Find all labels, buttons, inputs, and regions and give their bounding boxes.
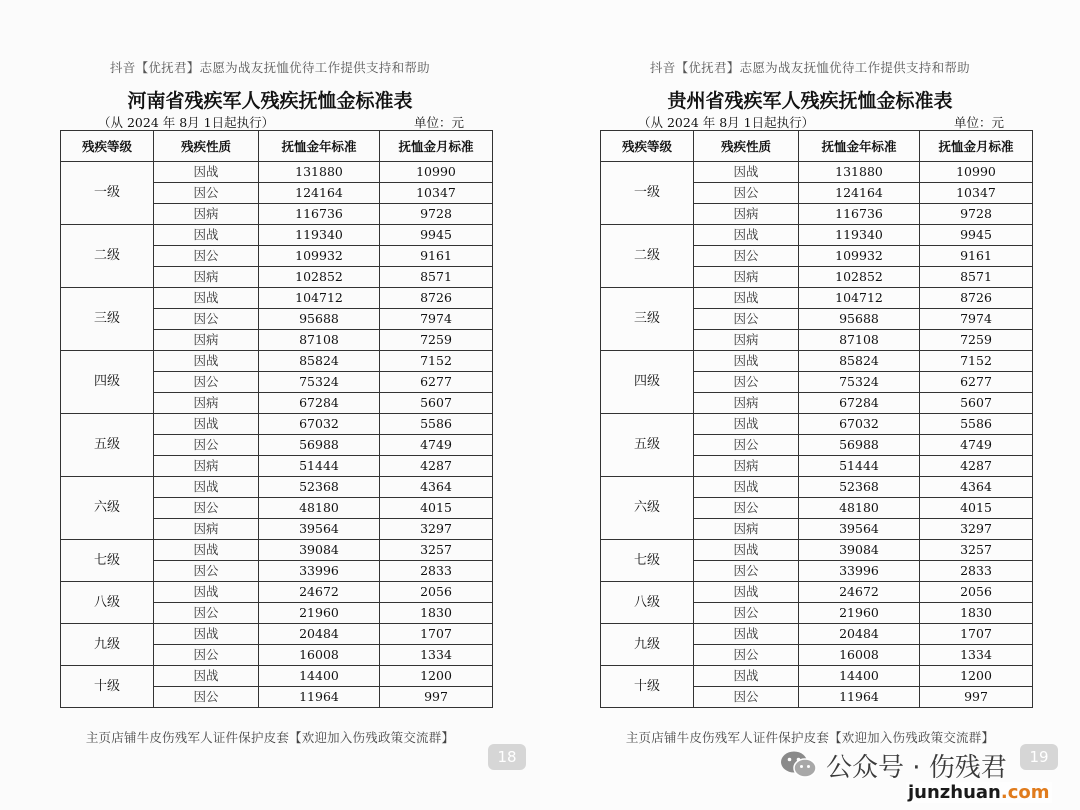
nature-cell: 因战 xyxy=(154,162,259,183)
monthly-cell: 9161 xyxy=(920,246,1033,267)
monthly-cell: 4287 xyxy=(920,456,1033,477)
annual-cell: 39564 xyxy=(259,519,380,540)
annual-cell: 95688 xyxy=(259,309,380,330)
nature-cell: 因战 xyxy=(694,624,799,645)
monthly-cell: 2056 xyxy=(380,582,493,603)
grade-cell: 六级 xyxy=(601,477,694,540)
nature-cell: 因公 xyxy=(154,687,259,708)
monthly-cell: 4749 xyxy=(380,435,493,456)
nature-cell: 因病 xyxy=(694,393,799,414)
annual-cell: 119340 xyxy=(259,225,380,246)
column-header: 残疾性质 xyxy=(154,131,259,162)
nature-cell: 因公 xyxy=(694,183,799,204)
annual-cell: 33996 xyxy=(259,561,380,582)
monthly-cell: 997 xyxy=(920,687,1033,708)
monthly-cell: 7152 xyxy=(920,351,1033,372)
table-row xyxy=(61,582,493,603)
column-header: 抚恤金年标准 xyxy=(259,131,380,162)
nature-cell: 因病 xyxy=(154,267,259,288)
nature-cell: 因公 xyxy=(154,309,259,330)
nature-cell: 因公 xyxy=(694,687,799,708)
grade-cell: 四级 xyxy=(61,351,154,414)
monthly-cell: 1334 xyxy=(380,645,493,666)
nature-cell: 因战 xyxy=(694,414,799,435)
monthly-cell: 4287 xyxy=(380,456,493,477)
monthly-cell: 1707 xyxy=(380,624,493,645)
annual-cell: 67032 xyxy=(799,414,920,435)
table-row xyxy=(601,477,1033,498)
annual-cell: 14400 xyxy=(799,666,920,687)
watermark xyxy=(780,748,1007,782)
monthly-cell: 7259 xyxy=(920,330,1033,351)
table-row xyxy=(601,351,1033,372)
monthly-cell: 7974 xyxy=(380,309,493,330)
nature-cell: 因公 xyxy=(694,309,799,330)
monthly-cell: 1707 xyxy=(920,624,1033,645)
annual-cell: 95688 xyxy=(799,309,920,330)
monthly-cell: 3297 xyxy=(380,519,493,540)
pension-table xyxy=(600,130,1033,708)
monthly-cell: 10347 xyxy=(920,183,1033,204)
nature-cell: 因公 xyxy=(154,561,259,582)
nature-cell: 因公 xyxy=(694,498,799,519)
nature-cell: 因战 xyxy=(154,624,259,645)
grade-cell: 七级 xyxy=(601,540,694,582)
annual-cell: 51444 xyxy=(259,456,380,477)
monthly-cell: 7152 xyxy=(380,351,493,372)
nature-cell: 因战 xyxy=(694,162,799,183)
annual-cell: 124164 xyxy=(259,183,380,204)
monthly-cell: 3257 xyxy=(380,540,493,561)
grade-cell: 一级 xyxy=(601,162,694,225)
monthly-cell: 9161 xyxy=(380,246,493,267)
grade-cell: 三级 xyxy=(61,288,154,351)
watermark-url xyxy=(906,782,1052,803)
monthly-cell: 1830 xyxy=(380,603,493,624)
annual-cell: 85824 xyxy=(799,351,920,372)
pension-table xyxy=(60,130,493,708)
url-name: junzhuan xyxy=(908,782,1001,803)
annual-cell: 67284 xyxy=(259,393,380,414)
subline xyxy=(638,113,1010,129)
watermark-text: 公众号 · 伤残君 xyxy=(826,752,1007,783)
monthly-cell: 7974 xyxy=(920,309,1033,330)
page-number: 19 xyxy=(1020,744,1058,770)
grade-cell: 八级 xyxy=(601,582,694,624)
table-row xyxy=(61,351,493,372)
grade-cell: 六级 xyxy=(61,477,154,540)
grade-cell: 九级 xyxy=(601,624,694,666)
grade-cell: 四级 xyxy=(601,351,694,414)
nature-cell: 因战 xyxy=(694,288,799,309)
table-title: 贵州省残疾军人残疾抚恤金标准表 xyxy=(667,90,953,112)
table-title: 河南省残疾军人残疾抚恤金标准表 xyxy=(127,90,413,112)
nature-cell: 因病 xyxy=(694,456,799,477)
monthly-cell: 1200 xyxy=(920,666,1033,687)
annual-cell: 119340 xyxy=(799,225,920,246)
monthly-cell: 8571 xyxy=(920,267,1033,288)
annual-cell: 124164 xyxy=(799,183,920,204)
nature-cell: 因战 xyxy=(694,477,799,498)
table-row xyxy=(601,582,1033,603)
annual-cell: 56988 xyxy=(259,435,380,456)
annual-cell: 102852 xyxy=(799,267,920,288)
annual-cell: 67032 xyxy=(259,414,380,435)
annual-cell: 21960 xyxy=(259,603,380,624)
column-header: 抚恤金月标准 xyxy=(920,131,1033,162)
monthly-cell: 8571 xyxy=(380,267,493,288)
annual-cell: 20484 xyxy=(259,624,380,645)
table-row xyxy=(61,414,493,435)
nature-cell: 因公 xyxy=(694,435,799,456)
annual-cell: 39084 xyxy=(259,540,380,561)
annual-cell: 20484 xyxy=(799,624,920,645)
annual-cell: 87108 xyxy=(259,330,380,351)
column-header: 残疾等级 xyxy=(601,131,694,162)
monthly-cell: 1830 xyxy=(920,603,1033,624)
annual-cell: 104712 xyxy=(259,288,380,309)
annual-cell: 104712 xyxy=(799,288,920,309)
monthly-cell: 3297 xyxy=(920,519,1033,540)
table-header-row xyxy=(601,131,1033,162)
table-row xyxy=(61,624,493,645)
annual-cell: 85824 xyxy=(259,351,380,372)
monthly-cell: 4015 xyxy=(380,498,493,519)
annual-cell: 131880 xyxy=(259,162,380,183)
column-header: 抚恤金月标准 xyxy=(380,131,493,162)
nature-cell: 因公 xyxy=(154,498,259,519)
nature-cell: 因战 xyxy=(694,351,799,372)
nature-cell: 因病 xyxy=(154,393,259,414)
monthly-cell: 9728 xyxy=(920,204,1033,225)
annual-cell: 67284 xyxy=(799,393,920,414)
monthly-cell: 10990 xyxy=(920,162,1033,183)
nature-cell: 因病 xyxy=(154,330,259,351)
annual-cell: 75324 xyxy=(259,372,380,393)
right-page xyxy=(540,0,1080,810)
grade-cell: 三级 xyxy=(601,288,694,351)
nature-cell: 因病 xyxy=(694,204,799,225)
monthly-cell: 5586 xyxy=(920,414,1033,435)
nature-cell: 因公 xyxy=(154,246,259,267)
nature-cell: 因公 xyxy=(694,561,799,582)
annual-cell: 11964 xyxy=(259,687,380,708)
grade-cell: 九级 xyxy=(61,624,154,666)
nature-cell: 因战 xyxy=(694,225,799,246)
table-row xyxy=(61,477,493,498)
nature-cell: 因公 xyxy=(154,603,259,624)
annual-cell: 87108 xyxy=(799,330,920,351)
annual-cell: 16008 xyxy=(259,645,380,666)
grade-cell: 七级 xyxy=(61,540,154,582)
nature-cell: 因公 xyxy=(694,603,799,624)
table-row xyxy=(61,540,493,561)
table-row xyxy=(601,624,1033,645)
monthly-cell: 4015 xyxy=(920,498,1033,519)
wechat-icon xyxy=(780,750,818,780)
nature-cell: 因战 xyxy=(694,582,799,603)
table-row xyxy=(601,225,1033,246)
annual-cell: 33996 xyxy=(799,561,920,582)
monthly-cell: 9945 xyxy=(920,225,1033,246)
grade-cell: 五级 xyxy=(61,414,154,477)
annual-cell: 52368 xyxy=(259,477,380,498)
grade-cell: 八级 xyxy=(61,582,154,624)
monthly-cell: 8726 xyxy=(380,288,493,309)
unit-label: 单位：元 xyxy=(413,115,464,130)
grade-cell: 五级 xyxy=(601,414,694,477)
annual-cell: 109932 xyxy=(799,246,920,267)
monthly-cell: 3257 xyxy=(920,540,1033,561)
annual-cell: 14400 xyxy=(259,666,380,687)
monthly-cell: 5586 xyxy=(380,414,493,435)
annual-cell: 48180 xyxy=(799,498,920,519)
monthly-cell: 4749 xyxy=(920,435,1033,456)
annual-cell: 109932 xyxy=(259,246,380,267)
annual-cell: 24672 xyxy=(259,582,380,603)
annual-cell: 24672 xyxy=(799,582,920,603)
annual-cell: 102852 xyxy=(259,267,380,288)
column-header: 抚恤金年标准 xyxy=(799,131,920,162)
nature-cell: 因战 xyxy=(154,540,259,561)
annual-cell: 11964 xyxy=(799,687,920,708)
annual-cell: 48180 xyxy=(259,498,380,519)
monthly-cell: 2056 xyxy=(920,582,1033,603)
nature-cell: 因公 xyxy=(154,183,259,204)
unit-label: 单位：元 xyxy=(953,115,1004,130)
table-row xyxy=(61,666,493,687)
nature-cell: 因战 xyxy=(154,666,259,687)
table-row xyxy=(61,288,493,309)
grade-cell: 一级 xyxy=(61,162,154,225)
annual-cell: 52368 xyxy=(799,477,920,498)
nature-cell: 因病 xyxy=(154,456,259,477)
annual-cell: 75324 xyxy=(799,372,920,393)
table-row xyxy=(61,225,493,246)
nature-cell: 因公 xyxy=(694,645,799,666)
nature-cell: 因病 xyxy=(154,204,259,225)
monthly-cell: 10990 xyxy=(380,162,493,183)
monthly-cell: 1334 xyxy=(920,645,1033,666)
page-header: 抖音【优抚君】志愿为战友抚恤优待工作提供支持和帮助 xyxy=(109,60,430,75)
column-header: 残疾性质 xyxy=(694,131,799,162)
page-footer: 主页店铺牛皮伤残军人证件保护皮套【欢迎加入伤残政策交流群】 xyxy=(625,730,995,745)
nature-cell: 因战 xyxy=(154,288,259,309)
monthly-cell: 6277 xyxy=(920,372,1033,393)
monthly-cell: 5607 xyxy=(380,393,493,414)
annual-cell: 39084 xyxy=(799,540,920,561)
nature-cell: 因病 xyxy=(694,267,799,288)
monthly-cell: 8726 xyxy=(920,288,1033,309)
table-row xyxy=(61,162,493,183)
page-footer: 主页店铺牛皮伤残军人证件保护皮套【欢迎加入伤残政策交流群】 xyxy=(85,730,455,745)
nature-cell: 因战 xyxy=(694,540,799,561)
monthly-cell: 6277 xyxy=(380,372,493,393)
nature-cell: 因战 xyxy=(154,477,259,498)
table-header-row xyxy=(61,131,493,162)
monthly-cell: 10347 xyxy=(380,183,493,204)
column-header: 残疾等级 xyxy=(61,131,154,162)
nature-cell: 因战 xyxy=(154,351,259,372)
nature-cell: 因病 xyxy=(694,330,799,351)
monthly-cell: 997 xyxy=(380,687,493,708)
effective-date: （从 2024 年 8月 1日起执行） xyxy=(98,115,275,130)
annual-cell: 56988 xyxy=(799,435,920,456)
nature-cell: 因病 xyxy=(154,519,259,540)
subline xyxy=(98,113,470,129)
annual-cell: 131880 xyxy=(799,162,920,183)
monthly-cell: 4364 xyxy=(380,477,493,498)
monthly-cell: 2833 xyxy=(920,561,1033,582)
nature-cell: 因战 xyxy=(154,414,259,435)
monthly-cell: 5607 xyxy=(920,393,1033,414)
grade-cell: 十级 xyxy=(61,666,154,708)
nature-cell: 因战 xyxy=(154,225,259,246)
table-row xyxy=(601,666,1033,687)
monthly-cell: 9945 xyxy=(380,225,493,246)
table-row xyxy=(601,414,1033,435)
nature-cell: 因公 xyxy=(694,246,799,267)
nature-cell: 因公 xyxy=(694,372,799,393)
table-row xyxy=(601,162,1033,183)
nature-cell: 因病 xyxy=(694,519,799,540)
annual-cell: 116736 xyxy=(799,204,920,225)
table-row xyxy=(601,288,1033,309)
monthly-cell: 2833 xyxy=(380,561,493,582)
nature-cell: 因公 xyxy=(154,645,259,666)
url-domain: .com xyxy=(1000,782,1050,803)
grade-cell: 二级 xyxy=(601,225,694,288)
annual-cell: 16008 xyxy=(799,645,920,666)
nature-cell: 因公 xyxy=(154,435,259,456)
monthly-cell: 1200 xyxy=(380,666,493,687)
table-row xyxy=(601,540,1033,561)
annual-cell: 21960 xyxy=(799,603,920,624)
nature-cell: 因公 xyxy=(154,372,259,393)
annual-cell: 51444 xyxy=(799,456,920,477)
monthly-cell: 7259 xyxy=(380,330,493,351)
annual-cell: 39564 xyxy=(799,519,920,540)
nature-cell: 因战 xyxy=(154,582,259,603)
grade-cell: 二级 xyxy=(61,225,154,288)
nature-cell: 因战 xyxy=(694,666,799,687)
page-header: 抖音【优抚君】志愿为战友抚恤优待工作提供支持和帮助 xyxy=(649,60,970,75)
effective-date: （从 2024 年 8月 1日起执行） xyxy=(638,115,815,130)
grade-cell: 十级 xyxy=(601,666,694,708)
annual-cell: 116736 xyxy=(259,204,380,225)
monthly-cell: 4364 xyxy=(920,477,1033,498)
page-number: 18 xyxy=(488,744,526,770)
monthly-cell: 9728 xyxy=(380,204,493,225)
